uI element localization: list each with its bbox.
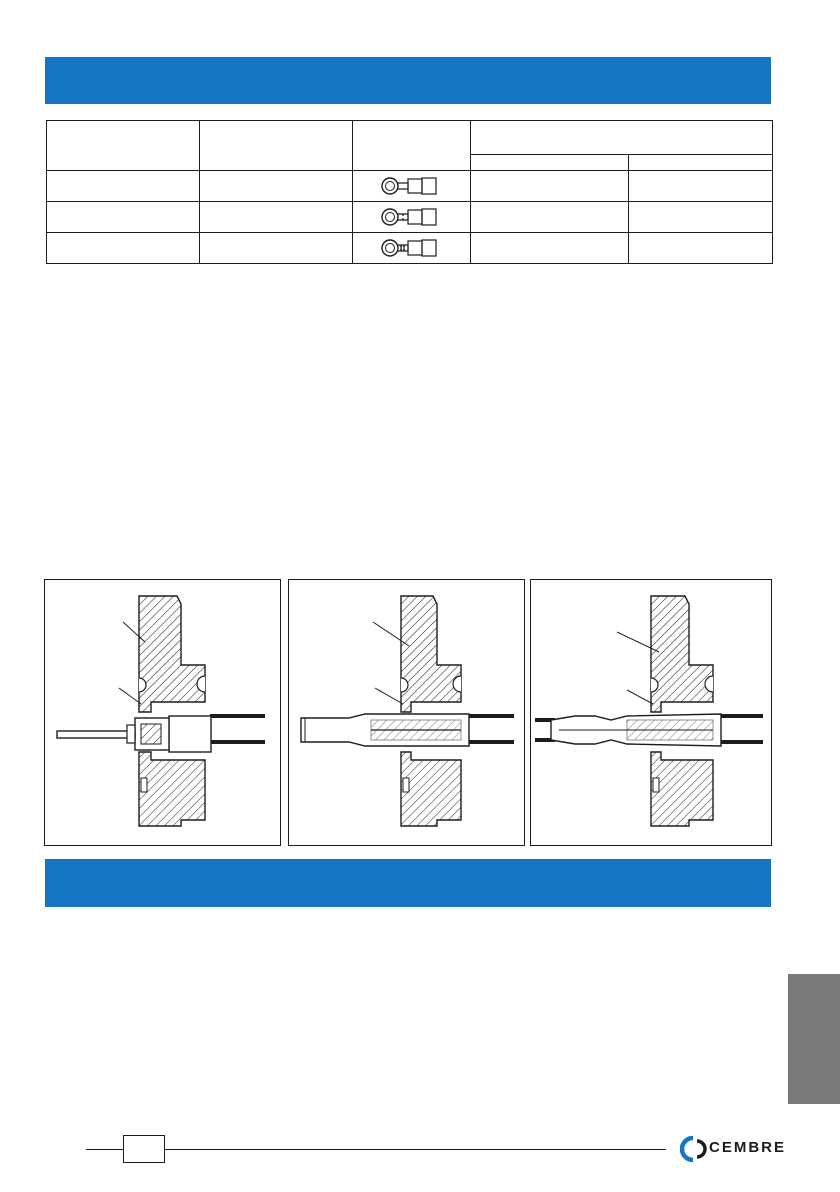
figure-butt-connector-in-die [288,579,525,846]
table-header-col-3 [353,121,471,171]
table-header-col-2 [200,121,353,171]
section-header-bar-bottom [45,859,771,907]
table-header-group [471,121,773,155]
language-side-tab[interactable] [788,974,840,1104]
table-cell [471,233,629,264]
table-row [47,202,773,233]
ring-terminal-dotted-icon [380,205,444,229]
table-cell [471,171,629,202]
table-subheader-2 [629,155,773,171]
terminal-barrel [169,716,211,752]
table-cell [200,171,353,202]
brand-name: CEMBRE [709,1139,787,1156]
ring-terminal-serrated-icon [380,236,444,260]
lower-die [139,752,205,826]
upper-die [139,596,205,712]
lower-die [651,752,713,826]
table-row [47,171,773,202]
table-row [47,233,773,264]
upper-die [651,596,713,712]
ring-terminal-plain-icon [380,174,444,198]
table-cell [47,233,200,264]
lower-die [401,752,461,826]
section-header-bar-top [45,57,771,104]
table-cell [47,171,200,202]
table-cell [471,202,629,233]
table-subheader-1 [471,155,629,171]
table-cell [200,233,353,264]
figure-parallel-connector-in-die [530,579,772,846]
page-number-box [123,1135,165,1163]
table-cell [200,202,353,233]
table-cell [629,202,773,233]
cembre-logo-icon [680,1136,708,1162]
upper-die [401,596,461,712]
ring-tongue [57,731,135,738]
terminal-spec-table [46,120,773,264]
table-cell [629,233,773,264]
table-cell [629,171,773,202]
footer-rule [86,1149,666,1150]
table-header-col-1 [47,121,200,171]
figure-ring-terminal-in-die [44,579,281,846]
table-cell [47,202,200,233]
